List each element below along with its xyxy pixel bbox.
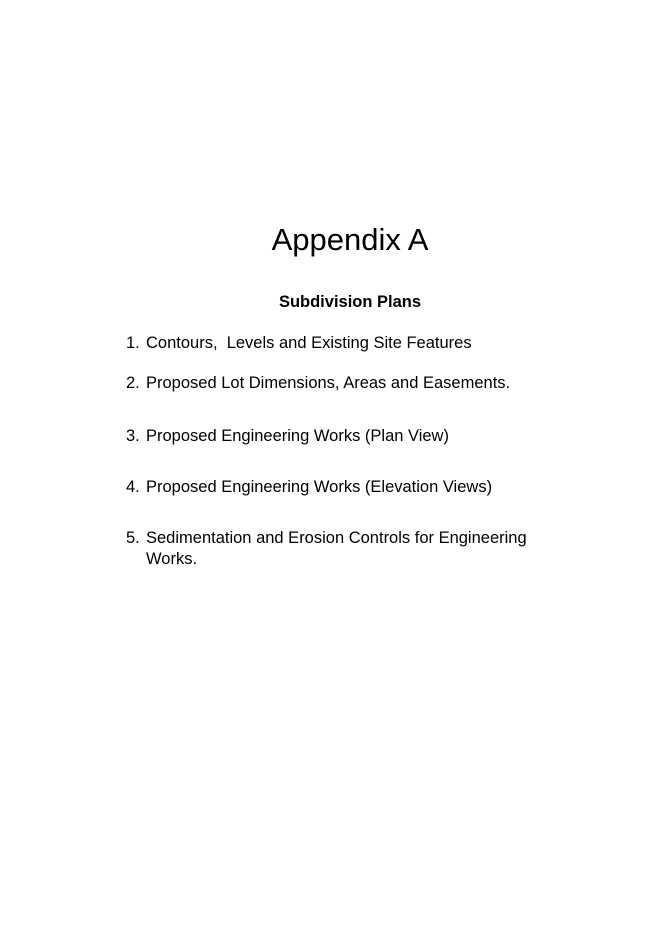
list-item bbox=[126, 477, 596, 498]
list-item-number: 5. bbox=[126, 529, 140, 547]
list-item-number: 4. bbox=[126, 478, 140, 496]
list-item-text: Sedimentation and Erosion Controls for Engineering Works. bbox=[146, 529, 527, 568]
list-item bbox=[126, 528, 566, 570]
list-item bbox=[126, 426, 596, 447]
list-item-number: 1. bbox=[126, 334, 140, 352]
list-item-number: 3. bbox=[126, 427, 140, 445]
list-item bbox=[126, 373, 596, 394]
list-item bbox=[126, 333, 596, 354]
list-item-text: Contours, Levels and Existing Site Features bbox=[146, 334, 472, 352]
list-item-number: 2. bbox=[126, 374, 140, 392]
list-item-text: Proposed Engineering Works (Elevation Views) bbox=[146, 478, 493, 496]
section-subtitle: Subdivision Plans bbox=[278, 293, 422, 311]
list-item-text: Proposed Lot Dimensions, Areas and Easements. bbox=[146, 374, 511, 392]
list-item-text: Proposed Engineering Works (Plan View) bbox=[146, 427, 449, 445]
page-title: Appendix A bbox=[271, 222, 429, 257]
